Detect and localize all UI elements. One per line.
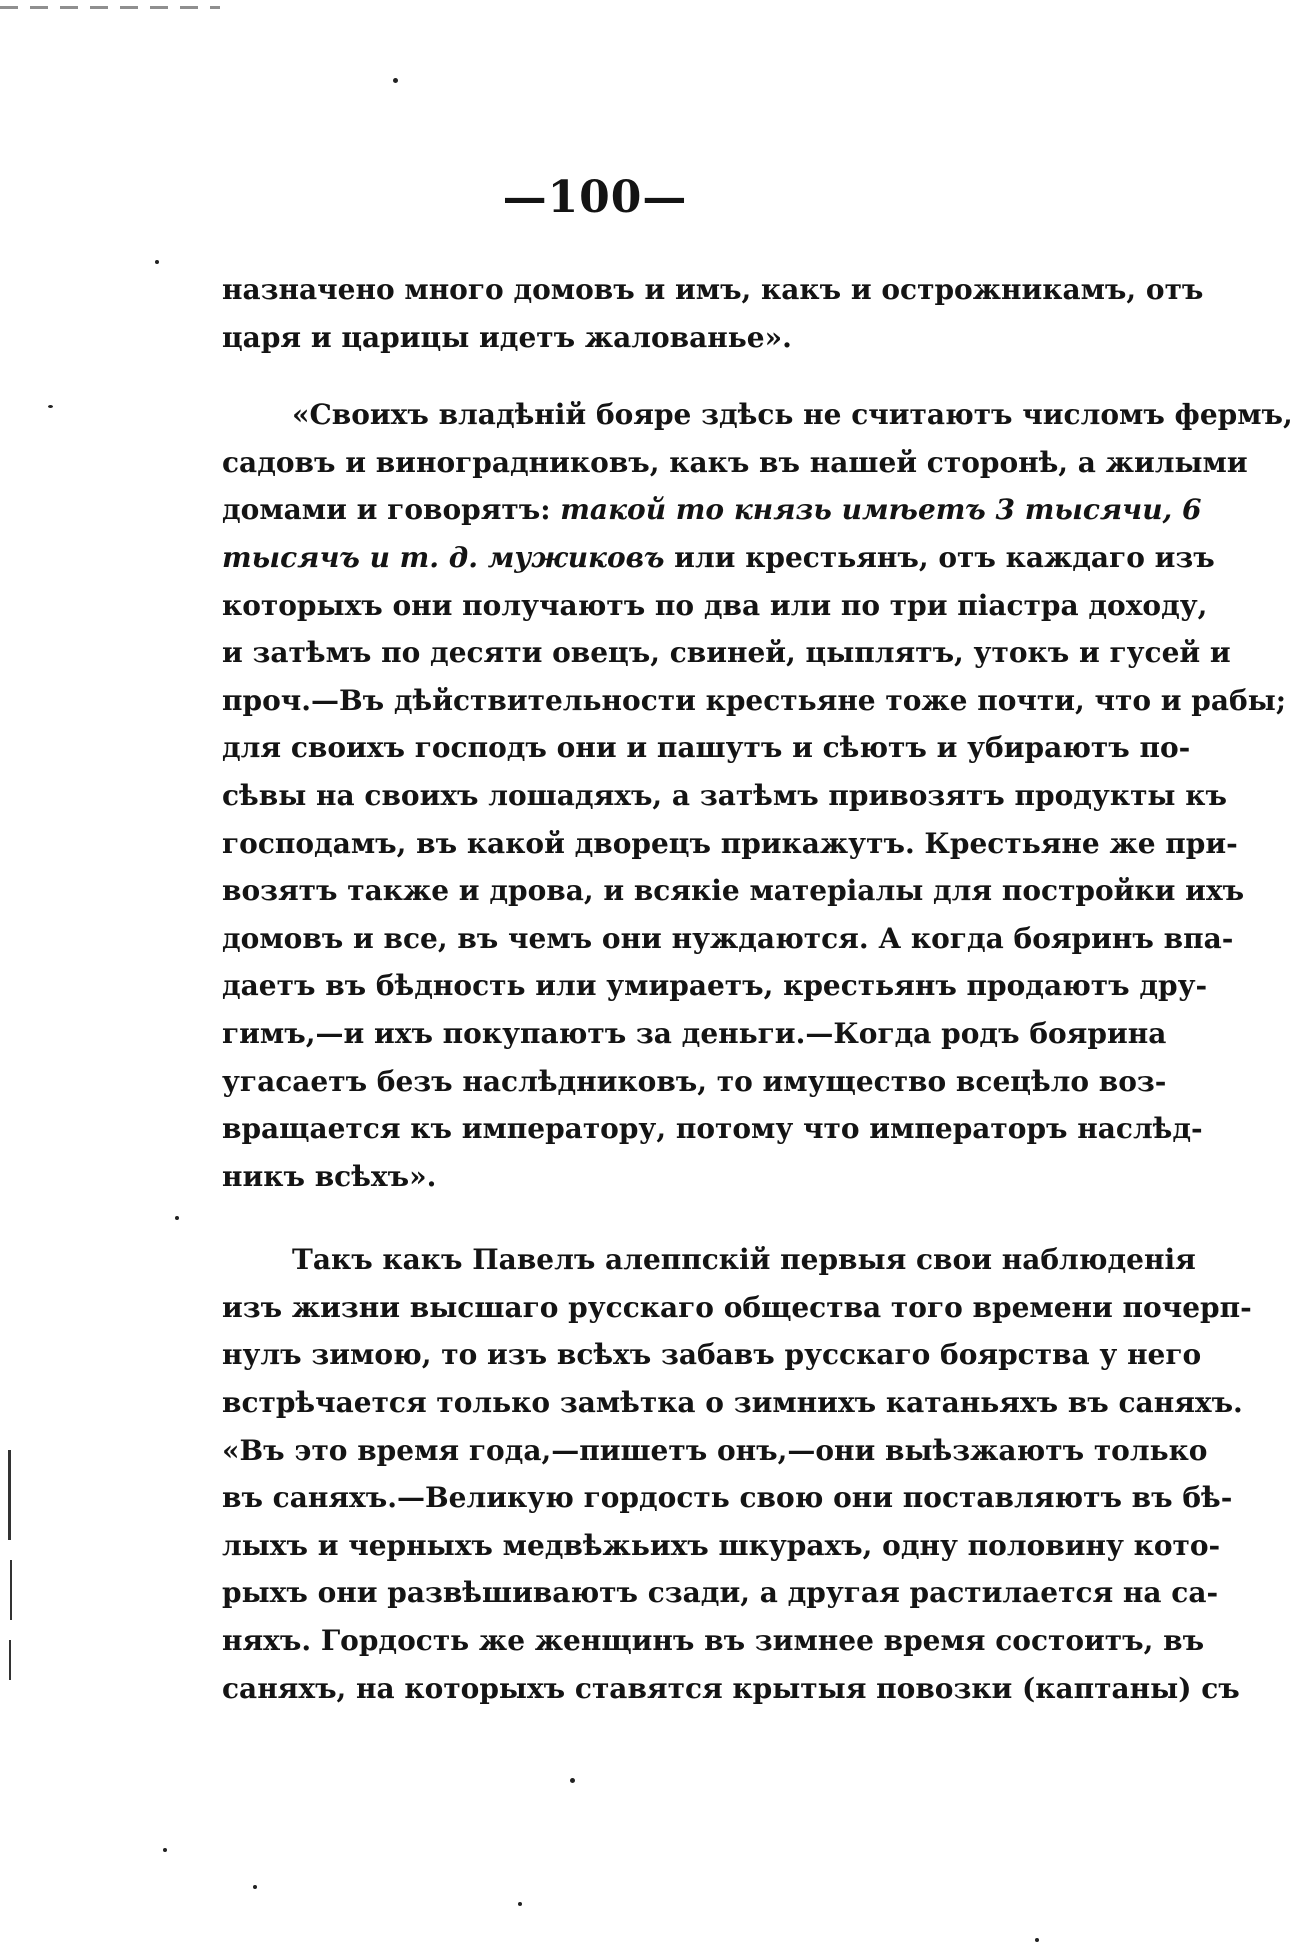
text-line: гимъ,—и ихъ покупаютъ за деньги.—Когда родъ боярина [222, 1016, 1167, 1050]
text-line: для своихъ господъ они и пашутъ и сѣютъ и убираютъ по- [222, 731, 1191, 765]
paragraph [222, 266, 1204, 361]
text-line: никъ всѣхъ». [222, 1159, 437, 1193]
ink-speck [1035, 1938, 1039, 1942]
text-line: «Въ это время года,—пишетъ онъ,—они выѣзжаютъ только [222, 1433, 1208, 1467]
ink-speck [253, 1885, 257, 1889]
binding-shadow-mark [8, 1450, 11, 1540]
text-run: или крестьянъ, отъ каждаго изъ [664, 540, 1215, 574]
paragraph-gap [222, 361, 1105, 391]
page-number: —100— [502, 172, 688, 223]
text-line: изъ жизни высшаго русскаго общества того времени почерп- [222, 1290, 1252, 1324]
text-run: домами и говорятъ: [222, 493, 561, 527]
text-line: назначено много домовъ и имъ, какъ и острожникамъ, отъ [222, 273, 1204, 306]
text-line: въ саняхъ.—Великую гордость свою они поставляютъ въ бѣ- [222, 1481, 1233, 1515]
text-line: проч.—Въ дѣйствительности крестьяне тоже почти, что и рабы; [222, 683, 1287, 717]
text-line: угасаетъ безъ наслѣдниковъ, то имущество всецѣло воз- [222, 1064, 1167, 1098]
ink-speck [570, 1778, 575, 1783]
ink-speck [48, 405, 53, 408]
binding-shadow-mark [10, 1560, 12, 1620]
text-line: и затѣмъ по десяти овецъ, свиней, цыплятъ, утокъ и гусей и [222, 636, 1231, 670]
text-line [222, 486, 1202, 534]
ink-speck [155, 260, 159, 264]
text-line: «Своихъ владѣній бояре здѣсь не считаютъ числомъ фермъ, [292, 398, 1293, 432]
ink-speck [518, 1902, 522, 1906]
text-line [222, 534, 1215, 582]
text-line: которыхъ они получаютъ по два или по три піастра доходу, [222, 588, 1208, 622]
text-line: Такъ какъ Павелъ алеппскій первыя свои наблюденія [292, 1243, 1196, 1277]
paragraph [222, 1236, 1252, 1712]
ink-speck [175, 1216, 179, 1220]
text-line: возятъ также и дрова, и всякіе матеріалы для постройки ихъ [222, 874, 1245, 908]
text-line: нулъ зимою, то изъ всѣхъ забавъ русскаго боярства у него [222, 1338, 1202, 1372]
text-line: лыхъ и черныхъ медвѣжьихъ шкурахъ, одну половину кото- [222, 1528, 1221, 1562]
scan-edge-artifact [0, 6, 220, 9]
italic-text-run: тысячъ и т. д. мужиковъ [222, 540, 665, 574]
ink-speck [163, 1848, 167, 1852]
body-text [222, 266, 1293, 1712]
text-line: царя и царицы идетъ жалованье». [222, 320, 792, 354]
text-line: сѣвы на своихъ лошадяхъ, а затѣмъ привозятъ продукты къ [222, 778, 1227, 812]
binding-shadow-mark [9, 1640, 11, 1680]
paragraph-gap [222, 1200, 1105, 1236]
text-line: домовъ и все, въ чемъ они нуждаются. А когда бояринъ впа- [222, 921, 1234, 955]
text-line: рыхъ они развѣшиваютъ сзади, а другая растилается на са- [222, 1576, 1219, 1610]
text-line: саняхъ, на которыхъ ставятся крытыя повозки (каптаны) съ [222, 1671, 1240, 1705]
text-line: вращается къ императору, потому что императоръ наслѣд- [222, 1112, 1203, 1146]
paragraph [222, 391, 1293, 1200]
text-line: даетъ въ бѣдность или умираетъ, крестьянъ продаютъ дру- [222, 969, 1208, 1003]
ink-speck [393, 78, 398, 83]
italic-text-run: такой то князь имѣетъ 3 тысячи, 6 [560, 493, 1202, 527]
text-line: няхъ. Гордость же женщинъ въ зимнее время состоитъ, въ [222, 1624, 1205, 1658]
text-line: встрѣчается только замѣтка о зимнихъ катаньяхъ въ саняхъ. [222, 1386, 1243, 1420]
text-line: господамъ, въ какой дворецъ прикажутъ. Крестьяне же при- [222, 826, 1238, 860]
text-line: садовъ и виноградниковъ, какъ въ нашей сторонѣ, а жилыми [222, 445, 1248, 479]
